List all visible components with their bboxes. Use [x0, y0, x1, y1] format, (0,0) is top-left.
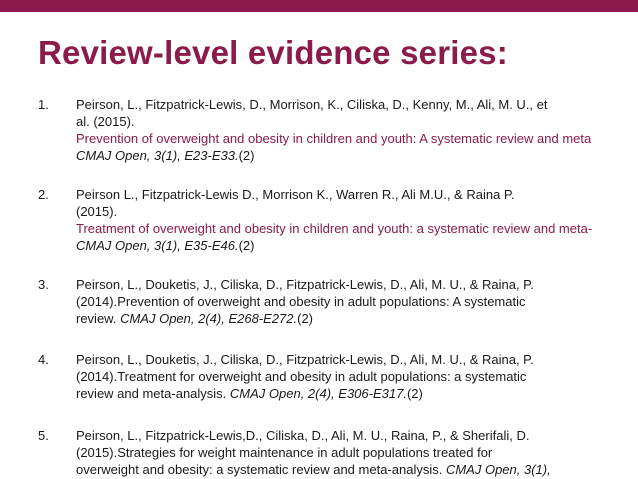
reference-number: 3. — [38, 277, 49, 292]
reference-number: 4. — [38, 352, 49, 367]
reference-text: (2) — [238, 148, 255, 163]
reference-text: Peirson, L., Douketis, J., Ciliska, D., Fitzpatrick-Lewis, D., Ali, M. U., & Raina, P. — [76, 277, 534, 292]
reference-text: review and meta-analysis. — [76, 386, 230, 401]
reference-text: (2015). — [76, 204, 118, 219]
reference-line — [76, 351, 534, 368]
reference-citation-text: CMAJ Open, 2(4), E306-E317. — [229, 386, 407, 401]
reference-text: (2015).Strategies for weight maintenance in adult populations treated for — [76, 445, 493, 460]
reference-line — [76, 113, 135, 130]
reference-citation-text: CMAJ Open, 3(1), — [445, 462, 551, 477]
reference-text: Peirson L., Fitzpatrick-Lewis D., Morrison K., Warren R., Ali M.U., & Raina P. — [76, 187, 515, 202]
reference-line — [76, 203, 117, 220]
reference-text: (2014).Prevention of overweight and obesity in adult populations: A systematic — [76, 294, 526, 309]
reference-line — [76, 461, 551, 478]
reference-citation-text: CMAJ Open, 2(4), E268-E272. — [120, 311, 298, 326]
reference-text: al. (2015). — [76, 114, 135, 129]
reference-line — [76, 96, 548, 113]
reference-list — [0, 96, 638, 479]
reference-title-text: Treatment of overweight and obesity in children and youth: a systematic review and meta- — [76, 221, 593, 236]
top-accent-bar — [0, 0, 638, 12]
reference-text: review. — [76, 311, 121, 326]
reference-line — [76, 220, 592, 237]
reference-line — [76, 130, 591, 147]
reference-line — [76, 427, 529, 444]
reference-text: (2) — [238, 238, 255, 253]
reference-line — [76, 293, 526, 310]
reference-line — [76, 385, 423, 402]
reference-line — [76, 444, 492, 461]
reference-line — [76, 186, 515, 203]
reference-text: (2014).Treatment for overweight and obesity in adult populations: a systematic — [76, 369, 527, 384]
reference-text: Peirson, L., Douketis, J., Ciliska, D., Fitzpatrick-Lewis, D., Ali, M. U., & Raina, P. — [76, 352, 534, 367]
reference-text: Peirson, L., Fitzpatrick-Lewis, D., Morrison, K., Ciliska, D., Kenny, M., Ali, M. U., et — [76, 97, 548, 112]
reference-text: Peirson, L., Fitzpatrick-Lewis,D., Ciliska, D., Ali, M. U., Raina, P., & Sherifali, D. — [76, 428, 530, 443]
reference-number: 5. — [38, 428, 49, 443]
reference-line — [76, 368, 526, 385]
reference-title-text: Prevention of overweight and obesity in children and youth: A systematic review and meta — [76, 131, 592, 146]
reference-line — [76, 276, 534, 293]
reference-citation-text: CMAJ Open, 3(1), E35-E46. — [76, 238, 239, 253]
reference-line — [76, 310, 313, 327]
reference-text: overweight and obesity: a systematic review and meta-analysis. — [76, 462, 446, 477]
reference-line — [76, 237, 254, 254]
reference-citation-text: CMAJ Open, 3(1), E23-E33. — [76, 148, 239, 163]
reference-number: 2. — [38, 187, 49, 202]
reference-line — [76, 147, 254, 164]
reference-number: 1. — [38, 97, 49, 112]
reference-text: (2) — [406, 386, 423, 401]
reference-text: (2) — [297, 311, 313, 326]
slide-title: Review-level evidence series: — [38, 34, 508, 71]
